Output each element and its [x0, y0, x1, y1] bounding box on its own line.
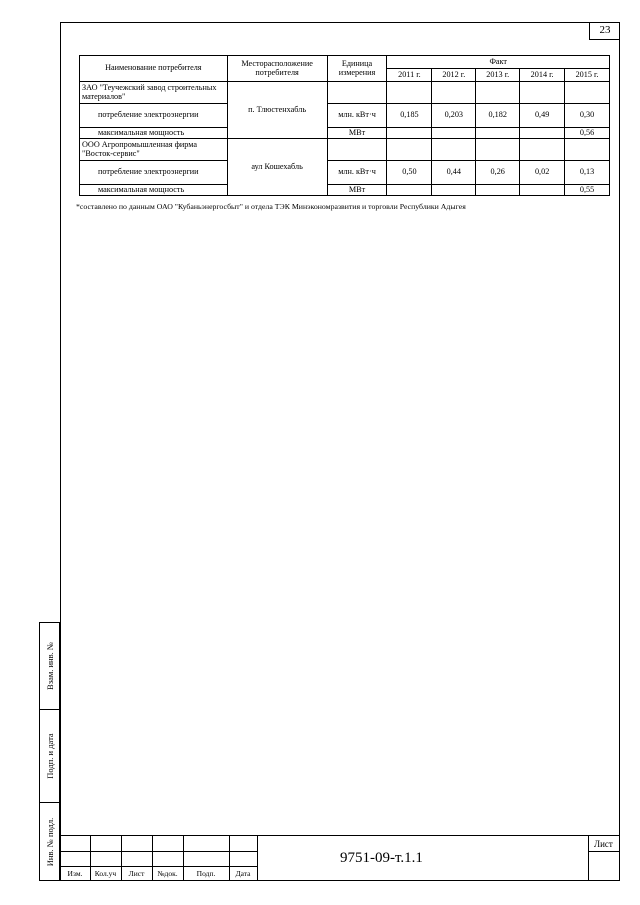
- group-location: п. Тлюстенхабль: [227, 82, 327, 139]
- header-year: 2012 г.: [432, 69, 476, 82]
- cell-value: 0,30: [565, 104, 610, 128]
- side-field-podp: [39, 709, 60, 803]
- tb-col-ndok: №док.: [157, 869, 178, 878]
- side-field-inv: [39, 802, 60, 881]
- row-unit: млн. кВт·ч: [327, 161, 387, 185]
- cell-value: [387, 185, 432, 196]
- cell-value: [520, 128, 565, 139]
- row-label: потребление электроэнергии: [80, 104, 228, 128]
- header-year: 2015 г.: [565, 69, 610, 82]
- header-year: 2013 г.: [476, 69, 520, 82]
- cell-value: 0,02: [520, 161, 565, 185]
- group-name: ООО Агропромышленная фирма "Восток-сервис": [80, 139, 228, 161]
- tb-col-list: Лист: [128, 869, 145, 878]
- header-unit: Единица измерения: [327, 56, 387, 82]
- tb-col-izm: Изм.: [67, 869, 83, 878]
- cell-value: [476, 128, 520, 139]
- sheet-label: Лист: [594, 839, 613, 849]
- cell-value: [476, 185, 520, 196]
- header-consumer: Наименование потребителя: [80, 56, 228, 82]
- header-location: Месторасположение потребителя: [227, 56, 327, 82]
- document-code: 9751-09-т.1.1: [340, 850, 423, 866]
- table-footnote: *составлено по данным ОАО "Кубаньэнергосбыт" и отдела ТЭК Минэкономразвития и торговли Республики Адыгея: [76, 202, 466, 211]
- row-label: потребление электроэнергии: [80, 161, 228, 185]
- row-label: максимальная мощность: [80, 128, 228, 139]
- cell-value: [432, 185, 476, 196]
- group-name: ЗАО "Теучежский завод строительных материалов": [80, 82, 228, 104]
- cell-value: 0,49: [520, 104, 565, 128]
- cell-value: [520, 185, 565, 196]
- row-unit: МВт: [327, 128, 387, 139]
- tb-col-data: Дата: [235, 869, 251, 878]
- row-unit: МВт: [327, 185, 387, 196]
- cell-value: [387, 128, 432, 139]
- row-label: максимальная мощность: [80, 185, 228, 196]
- cell-value: 0,203: [432, 104, 476, 128]
- row-unit: млн. кВт·ч: [327, 104, 387, 128]
- table-row: [80, 128, 610, 139]
- cell-value: 0,56: [565, 128, 610, 139]
- side-field-vzam: [39, 622, 60, 710]
- table-row: [80, 185, 610, 196]
- tb-col-koluch: Кол.уч: [94, 869, 117, 878]
- consumers-table: [79, 55, 610, 196]
- side-label-inv: Инв. № подл.: [44, 817, 55, 866]
- cell-value: 0,182: [476, 104, 520, 128]
- cell-value: 0,44: [432, 161, 476, 185]
- side-label-podp: Подп. и дата: [44, 733, 55, 779]
- table-row: [80, 161, 610, 185]
- header-fact: Факт: [387, 56, 610, 69]
- side-label-vzam: Взам. инв. №: [44, 642, 55, 690]
- cell-value: 0,26: [476, 161, 520, 185]
- table-row: [80, 104, 610, 128]
- tb-col-podp: Подп.: [196, 869, 216, 878]
- group-location: аул Кошехабль: [227, 139, 327, 196]
- cell-value: 0,55: [565, 185, 610, 196]
- cell-value: 0,13: [565, 161, 610, 185]
- cell-value: 0,50: [387, 161, 432, 185]
- header-year: 2011 г.: [387, 69, 432, 82]
- cell-value: [432, 128, 476, 139]
- header-year: 2014 г.: [520, 69, 565, 82]
- cell-value: 0,185: [387, 104, 432, 128]
- title-block-top-line: [60, 835, 620, 836]
- page-number: 23: [589, 22, 620, 40]
